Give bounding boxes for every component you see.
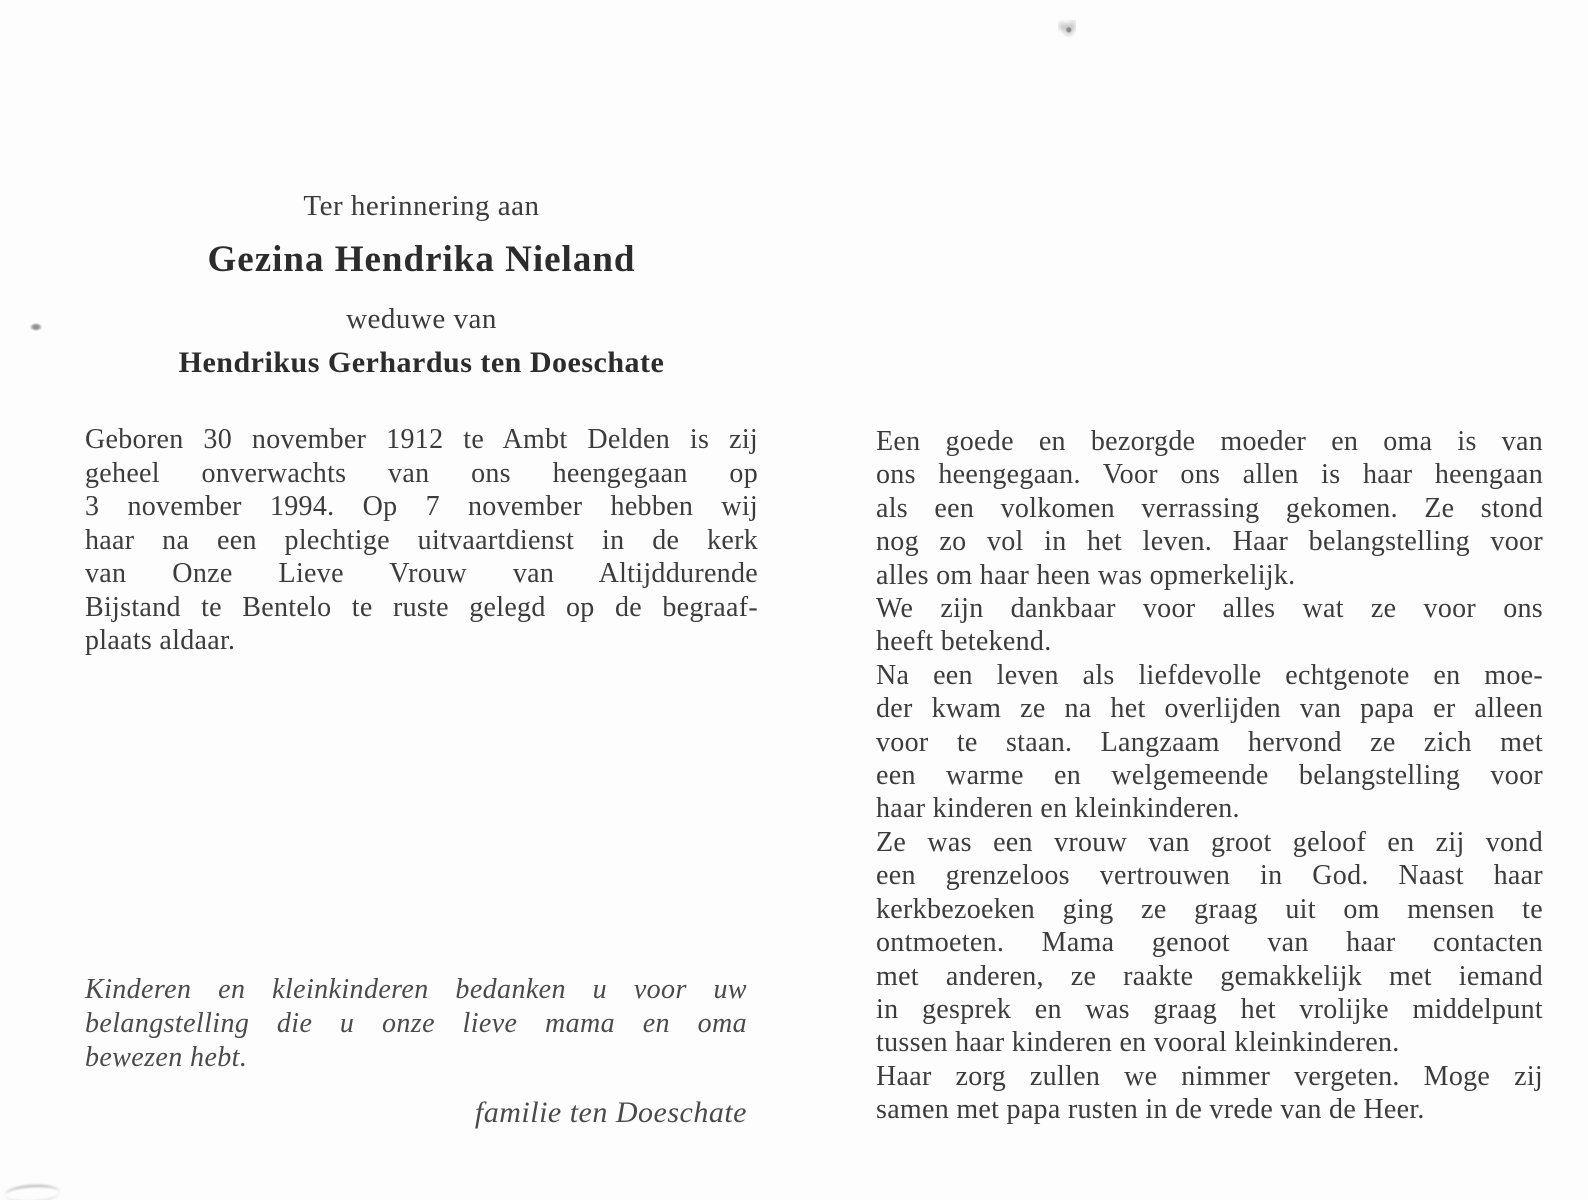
memorial-paragraph	[876, 826, 1543, 1060]
text-line: ons heengegaan. Voor ons allen is haar heengaan	[876, 459, 1543, 491]
text-line: tussen haar kinderen en vooral kleinkinderen.	[876, 1027, 1400, 1059]
text-line: nog zo vol in het leven. Haar belangstelling voor	[876, 526, 1543, 558]
relation-label: weduwe van	[346, 303, 497, 335]
text-line: Haar zorg zullen we nimmer vergeten. Moge zij	[876, 1060, 1543, 1092]
text-line: Een goede en bezorgde moeder en oma is van	[876, 426, 1543, 457]
text-line: kerkbezoeken ging ze graag uit om mensen te	[876, 893, 1543, 925]
memorial-paragraph	[876, 425, 1543, 592]
text-line: als een volkomen verrassing gekomen. Ze stond	[876, 492, 1543, 524]
text-line: bewezen hebt.	[85, 1042, 248, 1073]
text-line: van Onze Lieve Vrouw van Altijddurende	[85, 558, 758, 589]
text-line: ontmoeten. Mama genoot van haar contacten	[876, 927, 1543, 959]
memorial-paragraph	[876, 592, 1543, 659]
text-line: plaats aldaar.	[85, 625, 236, 656]
text-line: Geboren 30 november 1912 te Ambt Delden is zij	[85, 424, 758, 455]
text-line: We zijn dankbaar voor alles wat ze voor ons	[876, 593, 1543, 625]
deceased-name: Gezina Hendrika Nieland	[207, 239, 636, 280]
text-line: een grenzeloos vertrouwen in God. Naast haar	[876, 860, 1543, 892]
text-line: Ze was een vrouw van groot geloof en zij vond	[876, 826, 1543, 858]
scan-speck	[1058, 20, 1076, 38]
text-line: samen met papa rusten in de vrede van de Heer.	[876, 1094, 1425, 1126]
text-line: geheel onverwachts van ons heengegaan op	[85, 457, 758, 489]
memorial-paragraph	[876, 1060, 1543, 1127]
text-line: haar kinderen en kleinkinderen.	[876, 793, 1240, 825]
scan-smudge	[5, 1184, 61, 1200]
text-line: belangstelling die u onze lieve mama en oma	[85, 1008, 747, 1039]
text-line: in gesprek en was graag het vrolijke middelpunt	[876, 993, 1543, 1025]
acknowledgement-paragraph	[85, 973, 747, 1075]
text-line: 3 november 1994. Op 7 november hebben wij	[85, 491, 758, 522]
memorial-paragraph	[876, 659, 1543, 826]
text-line: Kinderen en kleinkinderen bedanken u voor uw	[85, 974, 747, 1005]
text-line: Bijstand te Bentelo te ruste gelegd op de begraaf-	[85, 591, 758, 623]
family-signature: familie ten Doeschate	[474, 1096, 747, 1129]
biography-paragraph	[85, 423, 758, 658]
spouse-name: Hendrikus Gerhardus ten Doeschate	[178, 346, 665, 379]
text-line: voor te staan. Langzaam hervond ze zich met	[876, 726, 1543, 758]
text-line: met anderen, ze raakte gemakkelijk met iemand	[876, 960, 1543, 992]
text-line: alles om haar heen was opmerkelijk.	[876, 559, 1296, 591]
scan-speck	[30, 323, 42, 331]
memorial-intro: Ter herinnering aan	[303, 190, 540, 222]
memorial-text-column	[876, 425, 1543, 1127]
text-line: der kwam ze na het overlijden van papa er alleen	[876, 693, 1543, 725]
text-line: een warme en welgemeende belangstelling voor	[876, 760, 1543, 792]
text-line: Na een leven als liefdevolle echtgenote en moe-	[876, 659, 1543, 691]
text-line: heeft betekend.	[876, 626, 1052, 658]
text-line: haar na een plechtige uitvaartdienst in de kerk	[85, 524, 758, 556]
